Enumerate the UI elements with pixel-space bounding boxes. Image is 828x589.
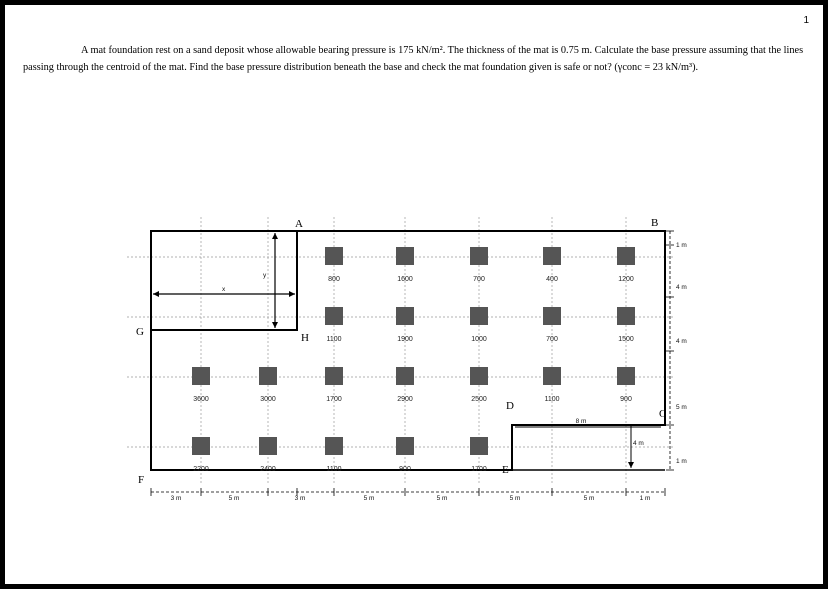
column-load-label: 400 [546,276,558,283]
axis-label-x: x [222,286,226,293]
column-load-label: 700 [546,336,558,343]
right-dimension-label: 4 m [676,338,687,345]
column-load-label: 2500 [471,396,487,403]
column-square [396,247,414,265]
column-load-label: 1100 [544,396,560,403]
bottom-dimension-label: 5 m [436,495,448,502]
columns-layer [192,247,635,455]
cutout-bottom-right [512,425,665,470]
column-square [396,437,414,455]
column-load-label: 800 [328,276,340,283]
point-label: G [136,326,144,338]
column-load-label: 1500 [618,336,634,343]
column-square [325,247,343,265]
point-label: F [138,474,145,486]
column-load-label: 1100 [326,336,342,343]
y-arrowhead-bottom [272,322,278,328]
column-load-label: 1900 [397,336,413,343]
x-arrowhead-right [289,291,295,297]
column-load-label: 2200 [193,466,209,473]
bottom-dimension-label: 1 m [639,495,651,502]
cutout-height-label: 4 m [633,440,644,447]
column-square [543,247,561,265]
point-label: C [659,408,667,420]
page-number: 1 [803,15,809,26]
point-label: B [651,217,659,229]
bottom-dimension-label: 5 m [509,495,521,502]
x-arrowhead-left [153,291,159,297]
column-load-label: 1700 [326,396,342,403]
column-square [617,367,635,385]
y-arrowhead-top [272,233,278,239]
column-load-label: 1200 [618,276,634,283]
column-square [617,307,635,325]
cutout-4m-arrowhead [628,462,634,468]
right-dimension-label: 1 m [676,242,687,249]
point-label: E [502,464,509,476]
column-square [325,307,343,325]
column-load-label: 900 [620,396,632,403]
cutout-width-label: 8 m [575,418,587,425]
column-square [470,367,488,385]
point-label: D [506,400,514,412]
point-label: A [295,218,303,230]
bottom-dimension-label: 5 m [583,495,595,502]
column-square [543,307,561,325]
column-square [470,247,488,265]
column-square [470,307,488,325]
column-load-label: 1700 [471,466,487,473]
column-square [192,367,210,385]
mat-foundation-figure [5,5,823,584]
bottom-dimension-label: 3 m [294,495,306,502]
point-label: H [301,332,309,344]
column-load-label: 700 [473,276,485,283]
document-page [5,5,823,584]
column-square [543,367,561,385]
column-load-label: 1000 [471,336,487,343]
column-square [617,247,635,265]
bottom-dimension-label: 3 m [170,495,182,502]
right-dimension-label: 1 m [676,458,687,465]
bottom-dimension-label: 5 m [363,495,375,502]
column-square [325,437,343,455]
axis-label-y: y [263,272,267,279]
column-square [259,367,277,385]
problem-text: A mat foundation rest on a sand deposit whose allowable bearing pressure is 175 kN/m². The thickness of the mat is 0.75 m. Calculate the base pressure assuming that the lines passing through the centroid of the mat. Find the base pressure distribution beneath the base and check the mat foundation given is safe or not? (γconc = 23 kN/m³). [23,45,804,73]
bottom-dimension-label: 5 m [228,495,240,502]
column-load-label: 2400 [260,466,276,473]
column-square [396,367,414,385]
mat-outline [151,231,665,470]
column-load-label: 3000 [260,396,276,403]
right-dimension-label: 4 m [676,284,687,291]
column-square [470,437,488,455]
column-square [396,307,414,325]
column-square [325,367,343,385]
column-load-label: 1100 [326,466,342,473]
column-load-label: 900 [399,466,411,473]
column-square [259,437,277,455]
column-load-label: 3600 [193,396,209,403]
column-square [192,437,210,455]
column-load-label: 1600 [397,276,413,283]
column-load-label: 2900 [397,396,413,403]
right-dimension-label: 5 m [676,404,687,411]
